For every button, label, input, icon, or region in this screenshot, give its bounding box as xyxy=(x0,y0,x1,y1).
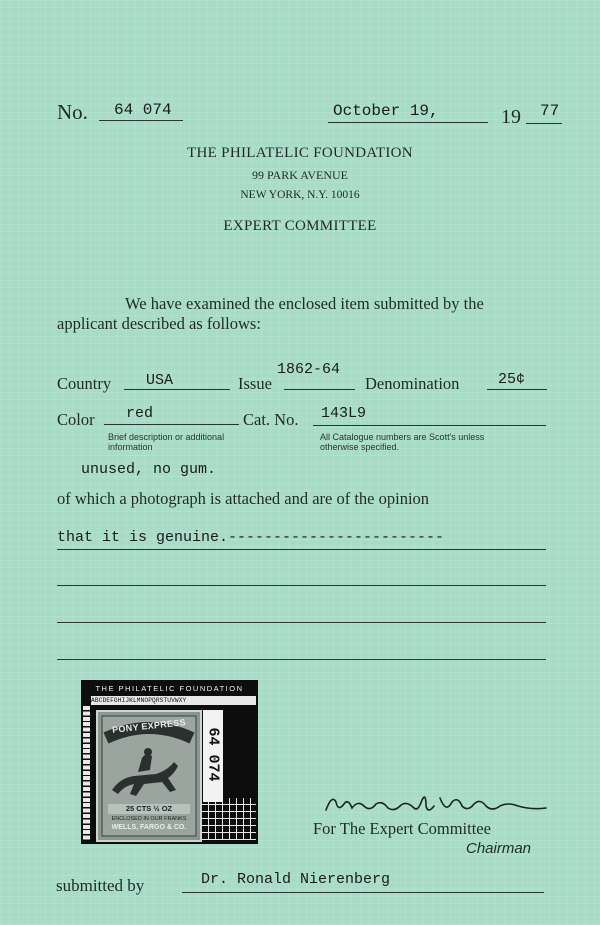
stamp-line-2: ENCLOSED IN OUR FRANKS xyxy=(111,816,187,822)
submitted-by-value: Dr. Ronald Nierenberg xyxy=(201,871,391,888)
color-value: red xyxy=(126,405,154,422)
country-label: Country xyxy=(57,374,112,393)
certificate-number-value: 64 074 xyxy=(114,101,172,119)
stamp-line-3: WELLS, FARGO & CO. xyxy=(111,824,187,831)
foundation-street: 99 PARK AVENUE xyxy=(251,168,349,182)
denomination-label: Denomination xyxy=(365,374,460,393)
photo-grid-numbers xyxy=(83,706,90,841)
issue-value: 1862-64 xyxy=(277,361,341,378)
issue-line xyxy=(284,389,355,390)
photo-grid-bottom xyxy=(201,798,256,840)
for-expert-committee: For The Expert Committee xyxy=(313,819,491,838)
certificate-number-label: No. xyxy=(57,100,88,124)
photo-foundation-title: THE PHILATELIC FOUNDATION xyxy=(95,684,244,693)
catno-value: 143L9 xyxy=(321,405,367,422)
year-prefix: 19 xyxy=(501,106,521,128)
photo-grid-letters: ABCDEFGHIJKLMNOPQRSTUVWXY xyxy=(91,696,256,705)
stamp-photograph xyxy=(81,680,258,844)
issue-label: Issue xyxy=(238,374,272,393)
photo-cert-number-label xyxy=(203,710,223,802)
foundation-city: NEW YORK, N.Y. 10016 xyxy=(240,189,360,201)
date-line xyxy=(328,122,488,123)
opinion-line-4 xyxy=(57,659,546,660)
submitted-by-label: submitted by xyxy=(56,876,145,895)
item-description-value: unused, no gum. xyxy=(81,461,217,478)
year-suffix: 77 xyxy=(540,102,560,120)
submitted-by-line xyxy=(182,892,544,893)
catalogue-note: All Catalogue numbers are Scott's unless otherwise specified. xyxy=(320,432,485,452)
country-value: USA xyxy=(146,372,174,389)
opinion-line-3 xyxy=(57,622,546,623)
intro-line-2: applicant described as follows: xyxy=(57,314,261,333)
intro-line-1: We have examined the enclosed item submitted by the xyxy=(125,294,484,313)
pony-express-stamp xyxy=(96,710,202,842)
catno-label: Cat. No. xyxy=(243,410,299,429)
chairman-signature xyxy=(322,790,552,822)
opinion-text: of which a photograph is attached and are of the opinion xyxy=(57,489,430,508)
expert-committee-heading: EXPERT COMMITTEE xyxy=(223,218,377,234)
foundation-name: THE PHILATELIC FOUNDATION xyxy=(187,145,413,161)
stamp-value-text: 25 CTS ½ OZ xyxy=(125,804,173,813)
brief-description-note: Brief description or additional information xyxy=(108,432,225,452)
color-label: Color xyxy=(57,410,95,429)
catno-line xyxy=(313,425,546,426)
photo-cert-number: 64 074 xyxy=(204,727,222,782)
denomination-line xyxy=(487,389,547,390)
chairman-title: Chairman xyxy=(466,840,532,857)
opinion-value: that it is genuine.------------------------ xyxy=(57,529,445,546)
opinion-line-1 xyxy=(57,549,546,550)
denomination-value: 25¢ xyxy=(498,371,526,388)
year-line xyxy=(526,123,562,124)
color-line xyxy=(104,424,239,425)
date-value: October 19, xyxy=(333,102,439,120)
country-line xyxy=(124,389,230,390)
stamp-banner: PONY EXPRESS xyxy=(111,717,187,735)
certificate-number-line xyxy=(99,120,183,121)
opinion-line-2 xyxy=(57,585,546,586)
